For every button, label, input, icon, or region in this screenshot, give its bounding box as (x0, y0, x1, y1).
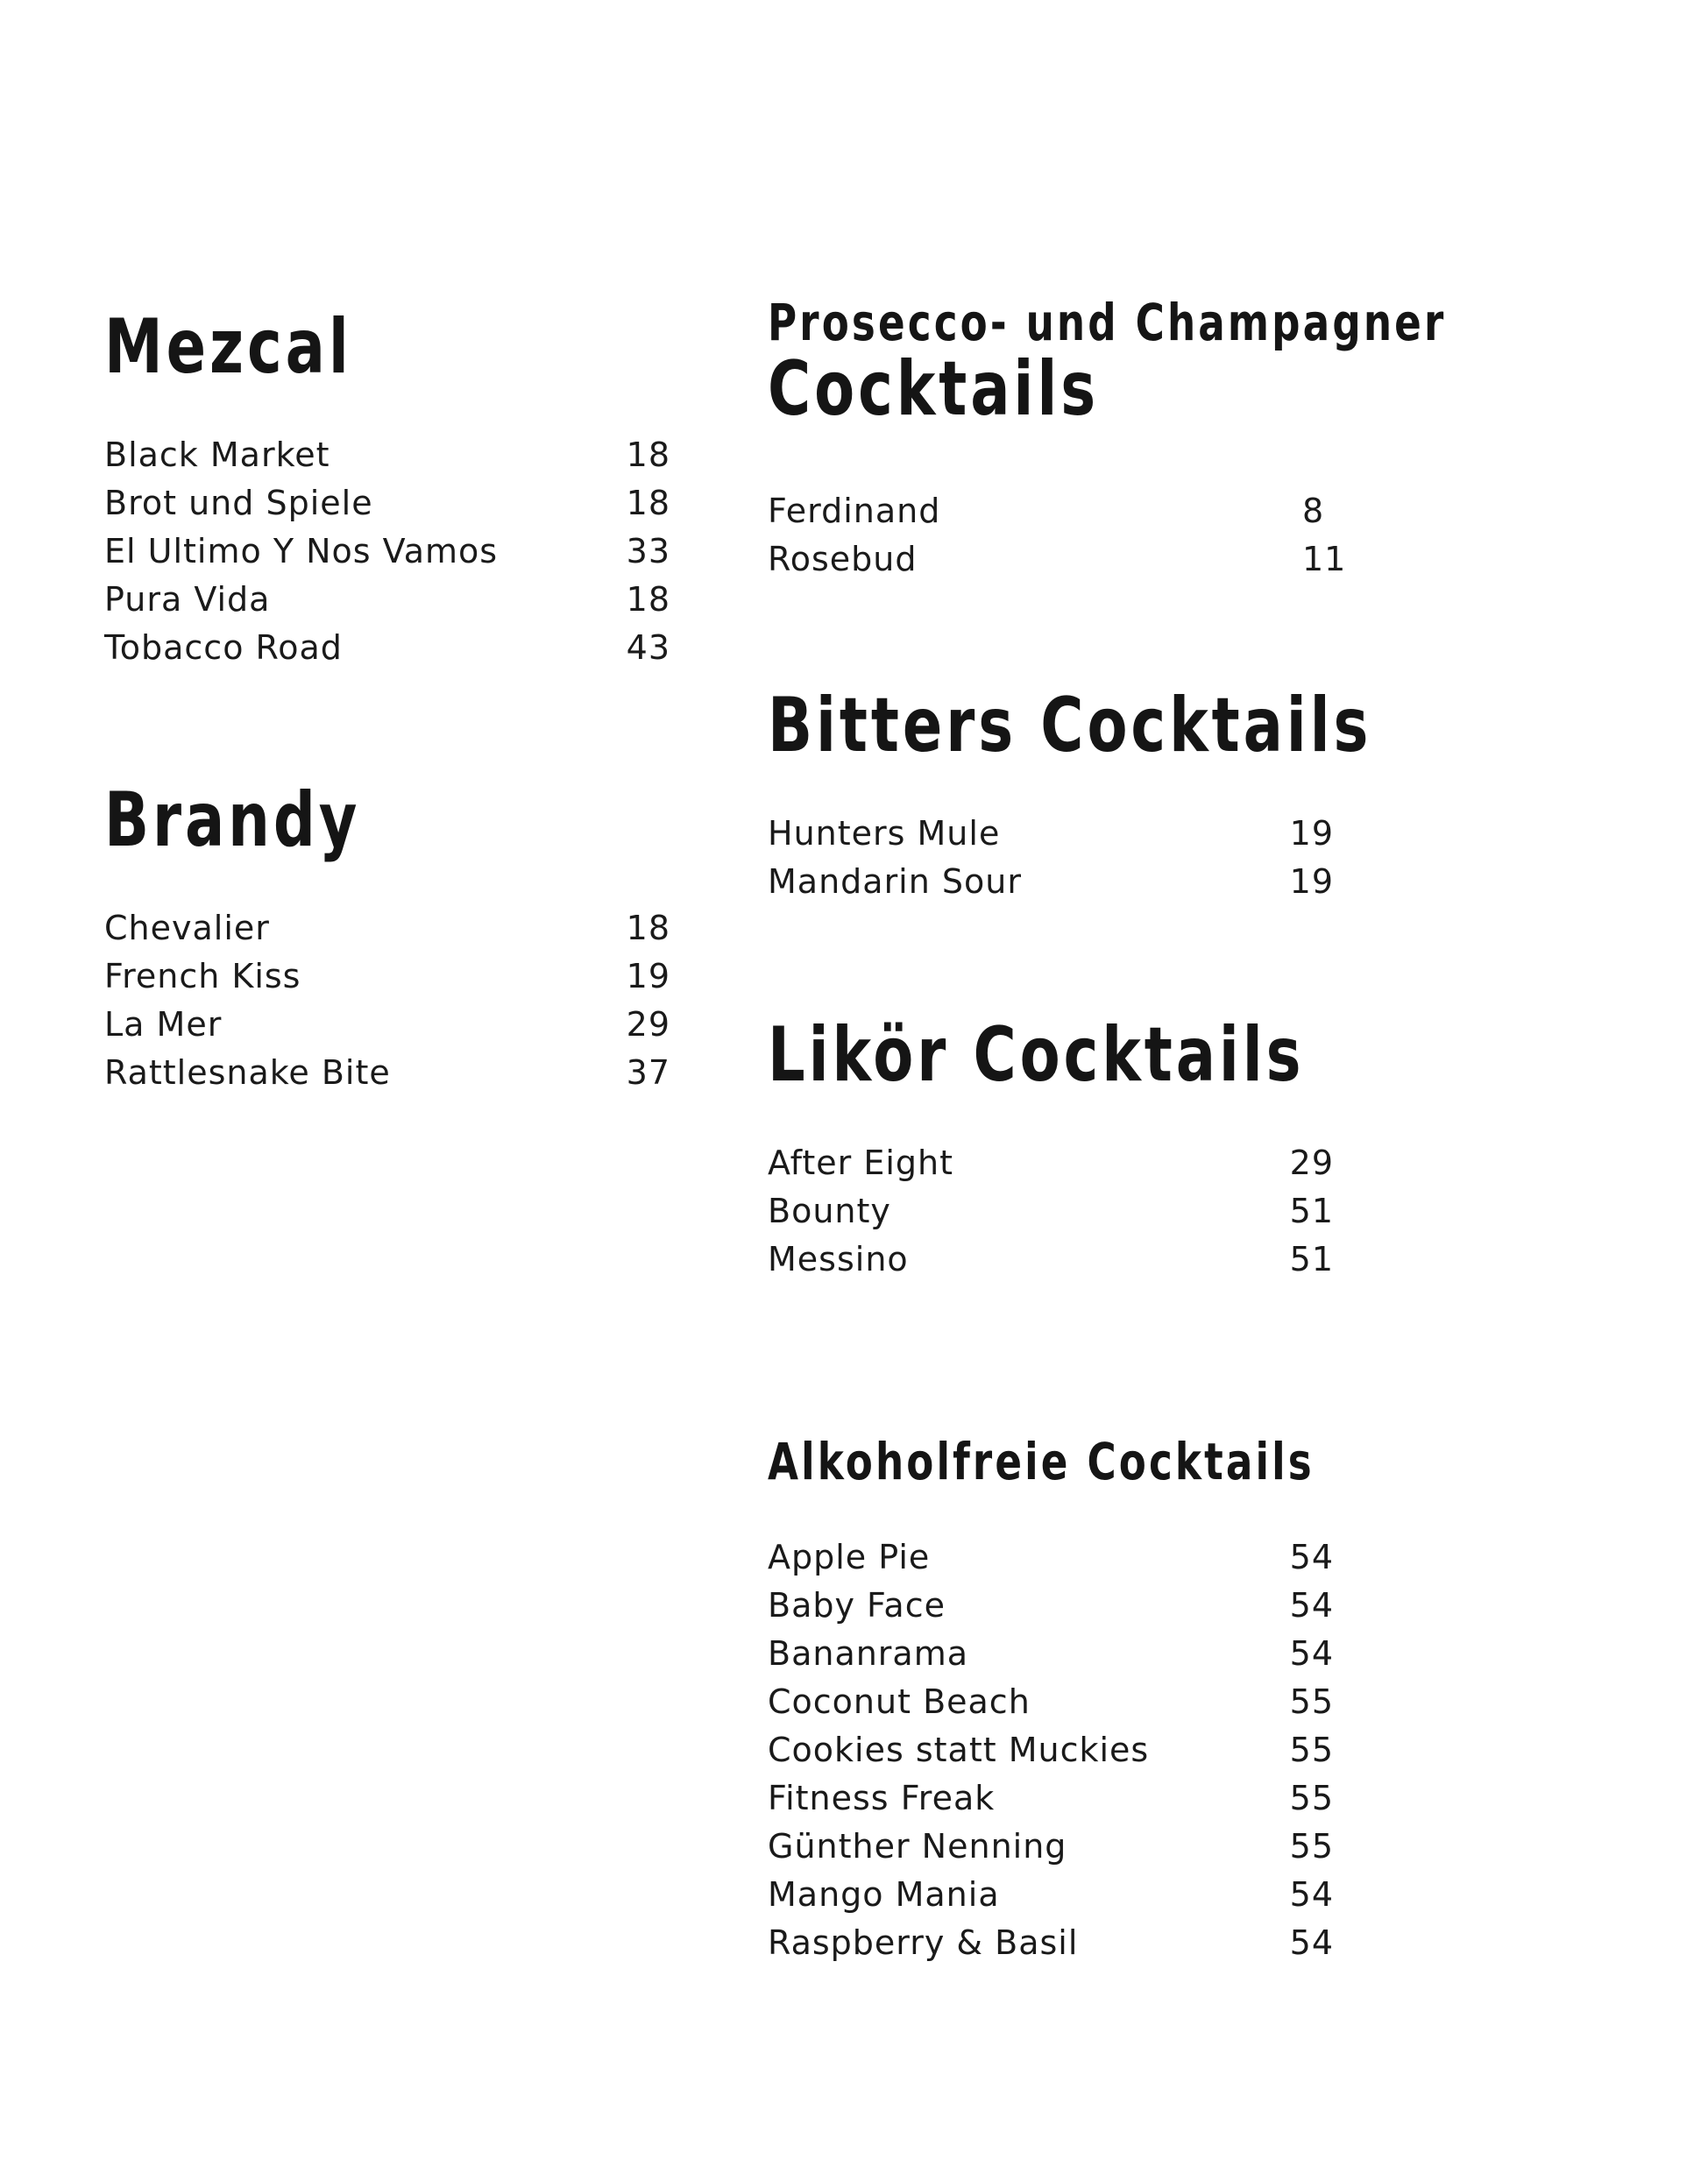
section-title-prosecco-line2: Cocktails (768, 345, 1100, 433)
section-title-likoer: Likör Cocktails (768, 1011, 1305, 1099)
item-list-brandy (104, 904, 670, 1097)
item-price: 29 (626, 1005, 670, 1044)
item-name: Raspberry & Basil (768, 1923, 1079, 1962)
menu-item (768, 1582, 1334, 1630)
item-price: 54 (1289, 1634, 1334, 1673)
menu-item (104, 528, 670, 576)
menu-item (768, 1630, 1334, 1678)
item-name: La Mer (104, 1005, 223, 1044)
item-price: 55 (1289, 1779, 1334, 1817)
menu-item (104, 576, 670, 624)
item-price: 43 (626, 628, 670, 667)
section-mezcal (104, 303, 718, 667)
item-price: 55 (1289, 1731, 1334, 1769)
item-price: 19 (626, 957, 670, 995)
section-alkoholfrei (768, 1432, 1556, 1962)
menu-item (768, 1533, 1334, 1582)
item-price: 8 (1302, 492, 1325, 530)
item-list-bitters (768, 810, 1334, 906)
item-name: Chevalier (104, 909, 270, 947)
item-price: 54 (1289, 1586, 1334, 1625)
item-name: Brot und Spiele (104, 484, 373, 522)
item-list-mezcal (104, 431, 670, 672)
item-price: 54 (1289, 1875, 1334, 1914)
item-name: Tobacco Road (104, 628, 343, 667)
item-name: Mango Mania (768, 1875, 1000, 1914)
section-title-mezcal: Mezcal (104, 303, 352, 391)
item-name: Baby Face (768, 1586, 946, 1625)
item-price: 55 (1289, 1827, 1334, 1866)
item-name: After Eight (768, 1144, 954, 1182)
menu-item (768, 858, 1334, 906)
item-name: Hunters Mule (768, 814, 1001, 853)
section-title-alkoholfrei: Alkoholfreie Cocktails (768, 1432, 1315, 1491)
menu-item (768, 1187, 1334, 1236)
menu-item (768, 1236, 1334, 1284)
item-price: 18 (626, 580, 670, 619)
item-price: 18 (626, 909, 670, 947)
item-price: 18 (626, 484, 670, 522)
item-name: Rosebud (768, 540, 918, 578)
item-price: 54 (1289, 1923, 1334, 1962)
item-name: Fitness Freak (768, 1779, 996, 1817)
item-name: Apple Pie (768, 1538, 931, 1576)
item-price: 19 (1289, 862, 1334, 901)
item-price: 29 (1289, 1144, 1334, 1182)
item-price: 51 (1289, 1192, 1334, 1230)
item-price: 54 (1289, 1538, 1334, 1576)
section-likoer (768, 1011, 1556, 1278)
menu-item (104, 624, 670, 672)
item-name: Bananrama (768, 1634, 969, 1673)
menu-item (768, 810, 1334, 858)
item-price: 33 (626, 532, 670, 570)
menu-item (768, 1823, 1334, 1871)
menu-item (104, 1049, 670, 1097)
section-title-prosecco-line1: Prosecco- und Champagner (768, 293, 1447, 352)
item-name: Günther Nenning (768, 1827, 1067, 1866)
section-prosecco (768, 293, 1556, 578)
item-list-likoer (768, 1139, 1334, 1284)
menu-item (104, 952, 670, 1001)
item-name: French Kiss (104, 957, 301, 995)
menu-item (768, 1678, 1334, 1726)
item-name: Cookies statt Muckies (768, 1731, 1150, 1769)
section-title-bitters: Bitters Cocktails (768, 682, 1372, 769)
item-price: 18 (626, 436, 670, 474)
item-name: Rattlesnake Bite (104, 1053, 391, 1092)
menu-item (768, 1139, 1334, 1187)
item-name: Pura Vida (104, 580, 271, 619)
item-list-prosecco (768, 487, 1347, 584)
item-name: Coconut Beach (768, 1682, 1031, 1721)
item-price: 19 (1289, 814, 1334, 853)
section-bitters (768, 682, 1556, 901)
item-price: 11 (1302, 540, 1347, 578)
menu-item (104, 479, 670, 528)
menu-item (104, 431, 670, 479)
menu-item (768, 487, 1334, 535)
item-name: Mandarin Sour (768, 862, 1022, 901)
menu-item (768, 1726, 1334, 1774)
menu-item (768, 1919, 1334, 1967)
item-list-alkoholfrei (768, 1533, 1334, 1967)
item-name: Messino (768, 1240, 909, 1278)
item-name: El Ultimo Y Nos Vamos (104, 532, 499, 570)
menu-item (104, 1001, 670, 1049)
item-price: 51 (1289, 1240, 1334, 1278)
item-price: 55 (1289, 1682, 1334, 1721)
item-name: Ferdinand (768, 492, 941, 530)
menu-item (768, 1871, 1334, 1919)
item-price: 37 (626, 1053, 670, 1092)
menu-item (104, 904, 670, 952)
menu-item (768, 535, 1347, 584)
item-name: Black Market (104, 436, 330, 474)
section-title-brandy: Brandy (104, 776, 361, 864)
menu-item (768, 1774, 1334, 1823)
item-name: Bounty (768, 1192, 891, 1230)
section-brandy (104, 776, 718, 1092)
